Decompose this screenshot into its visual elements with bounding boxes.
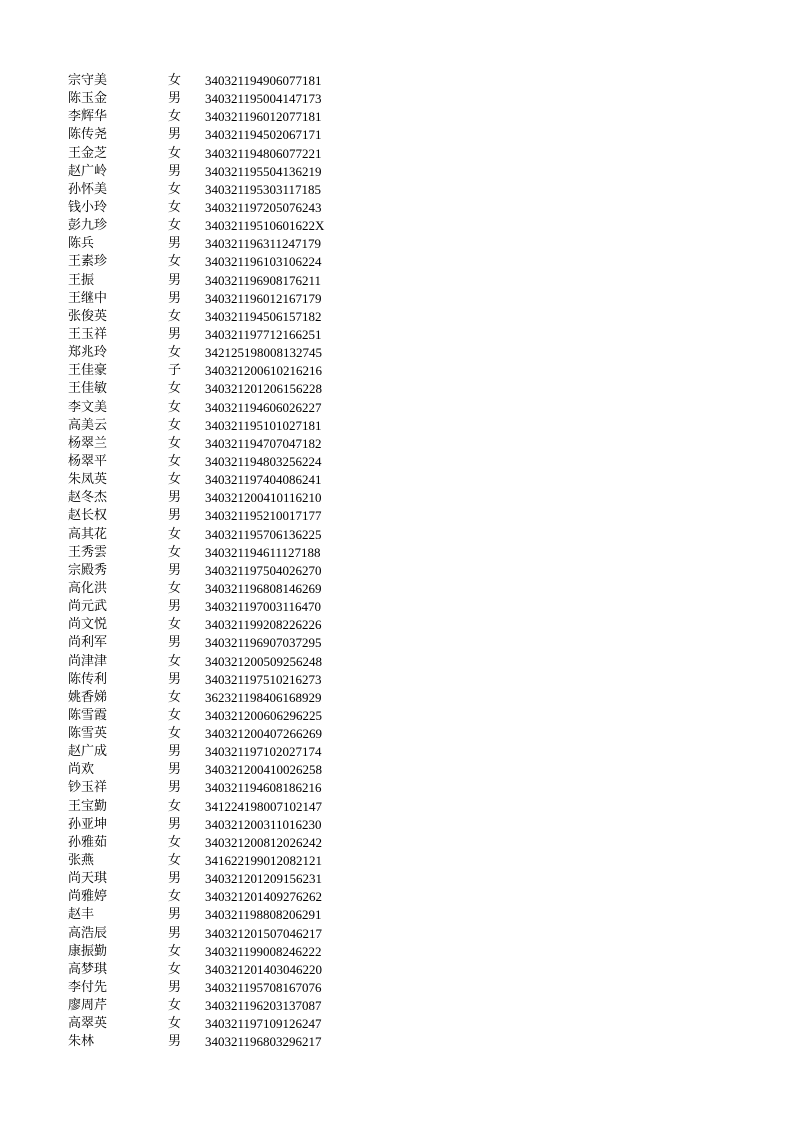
record-name: 王继中 xyxy=(68,290,108,306)
record-gender: 女 xyxy=(168,399,182,415)
record-gender: 女 xyxy=(168,73,182,88)
record-gender: 男 xyxy=(168,780,182,796)
record-row xyxy=(0,471,793,489)
record-gender: 女 xyxy=(168,145,182,161)
record-id-number: 340321197712166251 xyxy=(205,326,322,342)
record-gender: 女 xyxy=(168,472,182,488)
record-id-number: 340321200410116210 xyxy=(205,490,322,506)
record-name: 彭九珍 xyxy=(68,218,108,234)
record-id-number: 340321200606296225 xyxy=(205,707,322,723)
record-list xyxy=(0,72,793,1052)
record-gender: 男 xyxy=(168,671,182,687)
record-id-number: 340321199208226226 xyxy=(205,617,322,633)
record-id-number: 340321194803256224 xyxy=(205,453,322,469)
record-row xyxy=(0,725,793,743)
record-row xyxy=(0,417,793,435)
record-gender: 男 xyxy=(168,907,182,923)
record-id-number: 340321194606026227 xyxy=(205,399,322,415)
record-row xyxy=(0,943,793,961)
record-gender: 女 xyxy=(168,1016,182,1032)
record-row xyxy=(0,90,793,108)
record-name: 高浩辰 xyxy=(68,925,108,941)
record-gender: 女 xyxy=(168,526,182,542)
record-id-number: 340321196311247179 xyxy=(205,236,322,252)
record-row xyxy=(0,616,793,634)
record-row xyxy=(0,217,793,235)
record-name: 康振勤 xyxy=(68,943,108,959)
record-name: 尚元武 xyxy=(68,599,108,615)
record-gender: 男 xyxy=(168,1034,182,1050)
record-name: 陈兵 xyxy=(68,236,95,252)
record-row xyxy=(0,145,793,163)
record-id-number: 34032119510601622X xyxy=(205,218,325,234)
record-id-number: 340321197205076243 xyxy=(205,199,322,215)
record-gender: 男 xyxy=(168,744,182,760)
record-name: 宗守美 xyxy=(68,73,108,88)
record-name: 赵丰 xyxy=(68,907,95,923)
record-id-number: 340321196012077181 xyxy=(205,109,322,125)
record-id-number: 340321197404086241 xyxy=(205,472,322,488)
record-row xyxy=(0,72,793,90)
record-gender: 女 xyxy=(168,544,182,560)
record-name: 尚雅婷 xyxy=(68,889,108,905)
record-row xyxy=(0,181,793,199)
record-id-number: 340321196908176211 xyxy=(205,272,322,288)
record-row xyxy=(0,526,793,544)
record-name: 王秀雲 xyxy=(68,544,108,560)
record-id-number: 340321201507046217 xyxy=(205,925,322,941)
record-gender: 女 xyxy=(168,943,182,959)
record-gender: 女 xyxy=(168,998,182,1014)
record-id-number: 340321194502067171 xyxy=(205,127,322,143)
record-name: 孙亚坤 xyxy=(68,816,108,832)
record-id-number: 342125198008132745 xyxy=(205,345,322,361)
record-row xyxy=(0,997,793,1015)
record-row xyxy=(0,653,793,671)
record-name: 张俊英 xyxy=(68,308,108,324)
record-id-number: 340321194608186216 xyxy=(205,780,322,796)
record-id-number: 340321196203137087 xyxy=(205,998,322,1014)
record-row xyxy=(0,562,793,580)
record-gender: 男 xyxy=(168,980,182,996)
record-gender: 男 xyxy=(168,127,182,143)
record-id-number: 341622199012082121 xyxy=(205,853,322,869)
record-id-number: 340321194906077181 xyxy=(205,73,322,88)
record-row xyxy=(0,888,793,906)
record-gender: 女 xyxy=(168,218,182,234)
record-gender: 男 xyxy=(168,490,182,506)
record-name: 尚文悦 xyxy=(68,617,108,633)
record-row xyxy=(0,707,793,725)
record-name: 王玉祥 xyxy=(68,326,108,342)
record-row xyxy=(0,961,793,979)
record-row xyxy=(0,108,793,126)
record-gender: 男 xyxy=(168,91,182,107)
record-name: 陈玉金 xyxy=(68,91,108,107)
record-gender: 女 xyxy=(168,889,182,905)
record-id-number: 340321196808146269 xyxy=(205,580,322,596)
record-row xyxy=(0,272,793,290)
record-row xyxy=(0,344,793,362)
record-id-number: 340321197510216273 xyxy=(205,671,322,687)
record-name: 朱林 xyxy=(68,1034,95,1050)
record-row xyxy=(0,870,793,888)
record-row xyxy=(0,598,793,616)
record-id-number: 340321195303117185 xyxy=(205,181,322,197)
record-gender: 男 xyxy=(168,635,182,651)
record-row xyxy=(0,453,793,471)
record-name: 陈雪英 xyxy=(68,726,108,742)
record-row xyxy=(0,507,793,525)
record-name: 高化洪 xyxy=(68,580,108,596)
record-id-number: 340321194611127188 xyxy=(205,544,321,560)
record-name: 高梦琪 xyxy=(68,961,108,977)
record-name: 赵冬杰 xyxy=(68,490,108,506)
record-name: 王宝勤 xyxy=(68,798,108,814)
record-row xyxy=(0,489,793,507)
record-id-number: 340321200509256248 xyxy=(205,653,322,669)
record-gender: 女 xyxy=(168,308,182,324)
record-row xyxy=(0,761,793,779)
record-gender: 女 xyxy=(168,199,182,215)
record-gender: 男 xyxy=(168,599,182,615)
record-gender: 男 xyxy=(168,816,182,832)
record-gender: 男 xyxy=(168,163,182,179)
record-id-number: 340321199008246222 xyxy=(205,943,322,959)
record-gender: 女 xyxy=(168,617,182,633)
record-row xyxy=(0,326,793,344)
record-id-number: 340321200407266269 xyxy=(205,726,322,742)
record-name: 赵长权 xyxy=(68,508,108,524)
record-row xyxy=(0,634,793,652)
record-row xyxy=(0,435,793,453)
record-id-number: 341224198007102147 xyxy=(205,798,322,814)
record-row xyxy=(0,906,793,924)
record-name: 李文美 xyxy=(68,399,108,415)
record-id-number: 340321201209156231 xyxy=(205,871,322,887)
record-name: 尚欢 xyxy=(68,762,95,778)
record-gender: 女 xyxy=(168,381,182,397)
record-id-number: 340321201409276262 xyxy=(205,889,322,905)
record-id-number: 340321197102027174 xyxy=(205,744,322,760)
record-gender: 女 xyxy=(168,417,182,433)
record-row xyxy=(0,399,793,417)
record-id-number: 340321195708167076 xyxy=(205,980,322,996)
record-row xyxy=(0,834,793,852)
record-name: 廖周芹 xyxy=(68,998,108,1014)
record-gender: 女 xyxy=(168,707,182,723)
record-name: 姚香娣 xyxy=(68,689,108,705)
record-gender: 子 xyxy=(168,363,182,379)
record-name: 赵广岭 xyxy=(68,163,108,179)
record-row xyxy=(0,689,793,707)
record-id-number: 340321201403046220 xyxy=(205,961,322,977)
record-id-number: 340321200311016230 xyxy=(205,816,322,832)
record-row xyxy=(0,671,793,689)
record-row xyxy=(0,852,793,870)
record-name: 尚天琪 xyxy=(68,871,108,887)
record-gender: 女 xyxy=(168,453,182,469)
record-id-number: 340321195210017177 xyxy=(205,508,322,524)
record-gender: 男 xyxy=(168,236,182,252)
record-name: 王素珍 xyxy=(68,254,108,270)
record-id-number: 340321197003116470 xyxy=(205,599,322,615)
record-gender: 女 xyxy=(168,853,182,869)
record-id-number: 340321194707047182 xyxy=(205,435,322,451)
record-name: 王金芝 xyxy=(68,145,108,161)
record-id-number: 340321194806077221 xyxy=(205,145,322,161)
record-id-number: 340321198808206291 xyxy=(205,907,322,923)
record-gender: 女 xyxy=(168,435,182,451)
record-gender: 女 xyxy=(168,181,182,197)
record-name: 钱小玲 xyxy=(68,199,108,215)
record-gender: 女 xyxy=(168,961,182,977)
record-name: 李付先 xyxy=(68,980,108,996)
record-id-number: 340321200812026242 xyxy=(205,834,322,850)
record-name: 尚利军 xyxy=(68,635,108,651)
record-row xyxy=(0,544,793,562)
record-id-number: 340321196012167179 xyxy=(205,290,322,306)
record-gender: 女 xyxy=(168,653,182,669)
record-name: 张燕 xyxy=(68,853,95,869)
record-id-number: 340321196907037295 xyxy=(205,635,322,651)
record-name: 高其花 xyxy=(68,526,108,542)
record-id-number: 340321195504136219 xyxy=(205,163,322,179)
record-gender: 男 xyxy=(168,290,182,306)
record-id-number: 340321197109126247 xyxy=(205,1016,322,1032)
record-row xyxy=(0,1033,793,1051)
record-row xyxy=(0,199,793,217)
record-gender: 女 xyxy=(168,689,182,705)
record-gender: 男 xyxy=(168,871,182,887)
record-id-number: 340321195101027181 xyxy=(205,417,322,433)
record-name: 杨翠兰 xyxy=(68,435,108,451)
record-id-number: 340321200410026258 xyxy=(205,762,322,778)
record-row xyxy=(0,290,793,308)
record-gender: 女 xyxy=(168,834,182,850)
record-gender: 女 xyxy=(168,726,182,742)
record-name: 孙雅茹 xyxy=(68,834,108,850)
record-name: 李辉华 xyxy=(68,109,108,125)
record-row xyxy=(0,925,793,943)
record-name: 郑兆玲 xyxy=(68,345,108,361)
record-name: 陈传尧 xyxy=(68,127,108,143)
record-name: 钞玉祥 xyxy=(68,780,108,796)
record-name: 赵广成 xyxy=(68,744,108,760)
record-row xyxy=(0,380,793,398)
record-name: 宗殿秀 xyxy=(68,562,108,578)
record-name: 王佳豪 xyxy=(68,363,108,379)
record-id-number: 340321196103106224 xyxy=(205,254,322,270)
record-id-number: 340321196803296217 xyxy=(205,1034,322,1050)
record-id-number: 362321198406168929 xyxy=(205,689,322,705)
record-gender: 男 xyxy=(168,272,182,288)
record-name: 王振 xyxy=(68,272,95,288)
record-id-number: 340321195706136225 xyxy=(205,526,322,542)
record-name: 尚津津 xyxy=(68,653,108,669)
record-row xyxy=(0,163,793,181)
record-name: 陈雪霞 xyxy=(68,707,108,723)
record-id-number: 340321194506157182 xyxy=(205,308,322,324)
record-name: 高美云 xyxy=(68,417,108,433)
record-row xyxy=(0,126,793,144)
record-row xyxy=(0,1015,793,1033)
record-row xyxy=(0,979,793,997)
record-row xyxy=(0,816,793,834)
record-gender: 女 xyxy=(168,798,182,814)
record-gender: 女 xyxy=(168,109,182,125)
record-row xyxy=(0,362,793,380)
record-name: 朱凤英 xyxy=(68,472,108,488)
record-gender: 男 xyxy=(168,562,182,578)
record-row xyxy=(0,308,793,326)
record-row xyxy=(0,253,793,271)
record-gender: 男 xyxy=(168,925,182,941)
record-name: 高翠英 xyxy=(68,1016,108,1032)
record-row xyxy=(0,798,793,816)
record-gender: 女 xyxy=(168,580,182,596)
record-gender: 女 xyxy=(168,254,182,270)
record-name: 王佳敏 xyxy=(68,381,108,397)
record-id-number: 340321197504026270 xyxy=(205,562,322,578)
record-gender: 女 xyxy=(168,345,182,361)
record-row xyxy=(0,235,793,253)
record-row xyxy=(0,743,793,761)
record-row xyxy=(0,779,793,797)
record-name: 孙怀美 xyxy=(68,181,108,197)
record-id-number: 340321195004147173 xyxy=(205,91,322,107)
record-gender: 男 xyxy=(168,762,182,778)
record-id-number: 340321200610216216 xyxy=(205,363,322,379)
record-name: 陈传利 xyxy=(68,671,108,687)
record-name: 杨翠平 xyxy=(68,453,108,469)
record-id-number: 340321201206156228 xyxy=(205,381,322,397)
record-gender: 男 xyxy=(168,508,182,524)
record-row xyxy=(0,580,793,598)
record-gender: 男 xyxy=(168,326,182,342)
